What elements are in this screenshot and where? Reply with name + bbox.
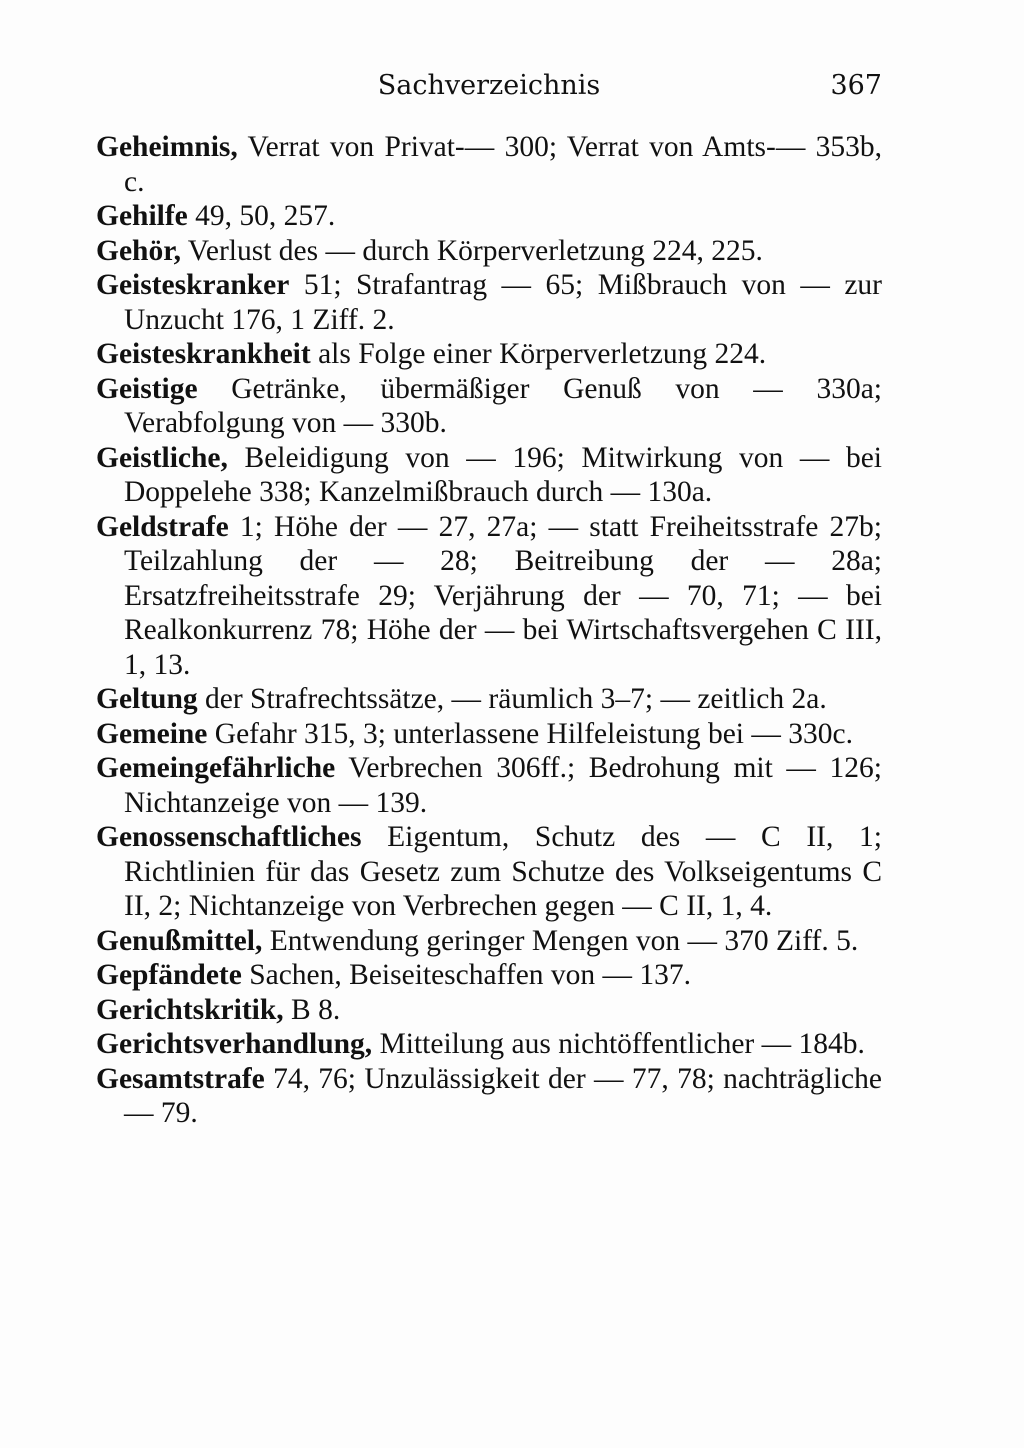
index-references: Gefahr 315, 3; unterlassene Hilfeleistung bei — 330c. — [207, 717, 853, 750]
index-references: als Folge einer Körperverletzung 224. — [310, 338, 767, 370]
index-references: Mitteilung aus nichtöffentlicher — 184b. — [372, 1028, 865, 1060]
index-keyword: Genußmittel, — [96, 924, 263, 957]
index-keyword: Genossenschaftliches — [96, 821, 362, 853]
page-number: 367 — [830, 70, 882, 101]
index-entry — [96, 130, 882, 199]
index-keyword: Gerichtsverhandlung, — [96, 1028, 373, 1060]
index-entries — [96, 130, 882, 1131]
index-keyword: Gerichtskritik, — [96, 993, 284, 1026]
index-entry — [96, 958, 882, 993]
index-keyword: Geldstrafe — [96, 510, 229, 543]
index-entry — [96, 1062, 882, 1131]
index-entry — [96, 337, 882, 372]
page-header — [96, 70, 882, 106]
index-keyword: Gemeingefährliche — [96, 752, 336, 784]
index-keyword: Gehilfe — [96, 200, 188, 232]
index-entry — [96, 717, 882, 752]
index-entry — [96, 751, 882, 820]
index-keyword: Geistige — [96, 372, 198, 405]
index-keyword: Geltung — [96, 683, 198, 715]
index-references: B 8. — [283, 993, 341, 1026]
index-entry — [96, 1027, 882, 1062]
index-references: Entwendung geringer Mengen von — 370 Ziff. 5. — [262, 924, 859, 957]
running-title: Sachverzeichnis — [377, 70, 601, 101]
index-keyword: Gehör, — [96, 234, 181, 267]
index-references: der Strafrechtssätze, — räumlich 3–7; — zeitlich 2a. — [197, 683, 827, 715]
index-references: Eigentum, Schutz des — C II, 1; Richtlinien für das Gesetz zum Schutze des Volkseigentums C II, 2; Nichtanzeige von Verbrechen gegen — C II, 1, 4. — [124, 821, 882, 922]
index-keyword: Geisteskranker — [96, 269, 290, 301]
index-entry — [96, 372, 882, 441]
index-entry — [96, 682, 882, 717]
index-references: Getränke, übermäßiger Genuß von — 330a; Verabfolgung von — 330b. — [124, 372, 882, 439]
index-entry — [96, 820, 882, 924]
index-references: Sachen, Beiseiteschaffen von — 137. — [241, 959, 692, 991]
index-entry — [96, 993, 882, 1028]
index-entry — [96, 924, 882, 959]
index-keyword: Geistliche, — [96, 441, 228, 474]
index-references: 51; Strafantrag — 65; Mißbrauch von — zur Unzucht 176, 1 Ziff. 2. — [124, 269, 882, 336]
index-references: Verbrechen 306ff.; Bedrohung mit — 126; Nichtanzeige von — 139. — [124, 752, 882, 819]
index-keyword: Gepfändete — [96, 959, 242, 991]
index-references: Verrat von Privat-— 300; Verrat von Amts-— 353b, c. — [124, 131, 882, 198]
index-references: 74, 76; Unzulässigkeit der — 77, 78; nachträgliche — 79. — [124, 1062, 882, 1129]
index-entry — [96, 199, 882, 234]
index-entry — [96, 510, 882, 683]
index-references: Verlust des — durch Körperverletzung 224, 225. — [180, 234, 763, 267]
index-keyword: Geheimnis, — [96, 131, 238, 163]
index-entry — [96, 441, 882, 510]
index-keyword: Gemeine — [96, 717, 208, 750]
index-entry — [96, 234, 882, 269]
index-references: 49, 50, 257. — [187, 200, 336, 232]
index-keyword: Geisteskrankheit — [96, 338, 311, 370]
index-keyword: Gesamtstrafe — [96, 1062, 265, 1095]
index-references: 1; Höhe der — 27, 27a; — statt Freiheitsstrafe 27b; Teilzahlung der — 28; Beitreibung der — 28a; Ersatzfreiheitsstrafe 29; Verjährung der — 70, 71; — bei Realkonkurrenz 78; Höhe der — bei Wirtschaftsvergehen C III, 1, 13. — [124, 510, 882, 681]
index-entry — [96, 268, 882, 337]
index-references: Beleidigung von — 196; Mitwirkung von — bei Doppelehe 338; Kanzelmißbrauch durch — 130a. — [124, 441, 882, 508]
